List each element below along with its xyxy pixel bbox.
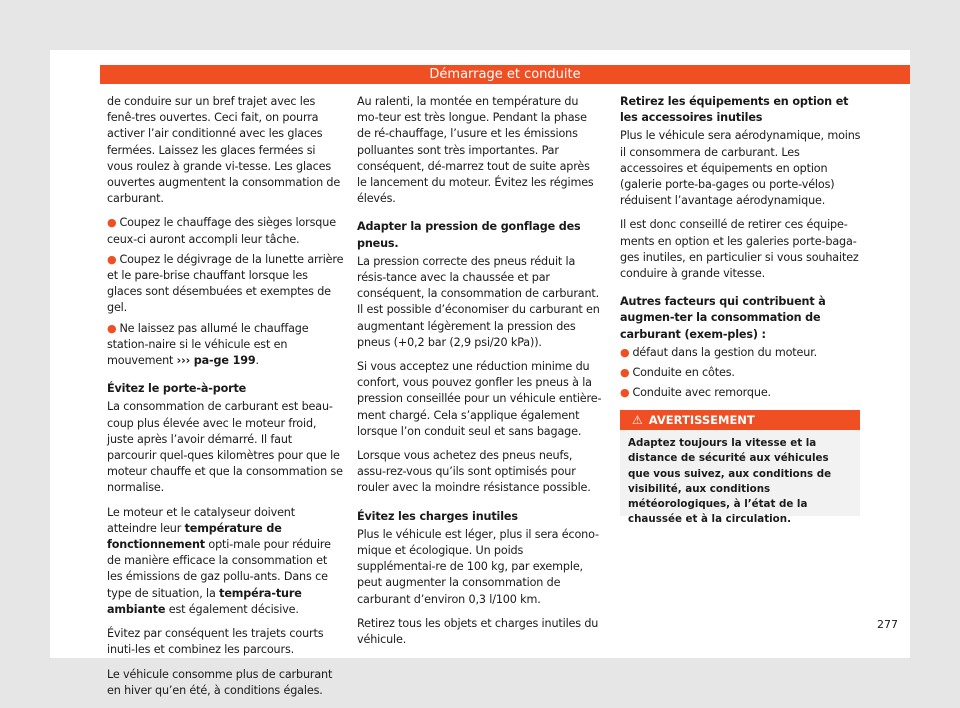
bullet-text: défaut dans la gestion du moteur. <box>632 345 818 359</box>
paragraph: Si vous acceptez une réduction minime du confort, vous pouvez gonfler les pneus à la pression conseillée pour un véhicule entière-ment chargé. Cela s’applique également lorsque l’on conduit seul et sans bagage. <box>357 360 602 438</box>
bullet-item <box>107 215 344 247</box>
bullet-text: Ne laissez pas allumé le chauffage station-naire si le véhicule est en mouvement <box>107 321 309 368</box>
bullet-text: Coupez le dégivrage de la lunette arrière et le pare-brise chauffant lorsque les glaces sont désembuées et exemptes de gel. <box>107 252 344 315</box>
section-heading: Retirez les équipements en option et les accessoires inutiles <box>620 95 849 125</box>
page-reference-link[interactable]: ››› pa-ge 199 <box>176 354 256 368</box>
paragraph: Le véhicule consomme plus de carburant en hiver qu’en été, à conditions égales. <box>107 667 333 697</box>
bullet-item: ● Ne laissez pas allumé le chauffage station-naire si le véhicule est en mouvement ››› pa-ge 199. <box>107 321 309 368</box>
bullet-text: Conduite en côtes. <box>632 366 735 380</box>
bold-term: tempéra-ture ambiante <box>107 586 302 616</box>
warning-title: AVERTISSEMENT <box>648 413 755 427</box>
section-heading: Autres facteurs qui contribuent à augmen-ter la consommation de carburant (exem-ples) : <box>620 295 826 341</box>
column-right <box>620 94 865 405</box>
paragraph: Plus le véhicule est léger, plus il sera écono-mique et écologique. Un poids supplémentai-re de 100 kg, par exemple, peut augmenter la consommation de carburant d’environ 0,3 l/100 km. <box>357 527 599 606</box>
paragraph: Il est donc conseillé de retirer ces équipe-ments en option et les galeries porte-baga-ges inutiles, en particulier si vous souhaitez conduire à grande vitesse. <box>620 218 859 281</box>
paragraph: Plus le véhicule sera aérodynamique, moins il consommera de carburant. Les accessoires et équipements en option (galerie porte-ba-gages ou porte-vélos) réduisent l’avantage aérodynamique. <box>620 129 861 208</box>
paragraph: La consommation de carburant est beau-coup plus élevée avec le moteur froid, juste après l’avoir démarré. Il faut parcourir quel-ques kilomètres pour que le moteur chauffe et que la consommation se normalise. <box>107 400 343 495</box>
bullet-dot-icon: ● <box>107 252 117 266</box>
section-heading: Évitez le porte-à-porte <box>107 382 247 396</box>
text: opti-male pour réduire de manière efficace la consommation et les émissions de gaz pollu-ants. Dans ce type de situation, la <box>107 538 331 600</box>
warning-header <box>620 410 860 430</box>
paragraph: La pression correcte des pneus réduit la résis-tance avec la chaussée et par conséquent, la consommation de carburant. Il est possible d’économiser du carburant en augmentant légèrement la pression des pneus (+0,2 bar (2,9 psi/20 kPa)). <box>357 254 600 349</box>
manual-page <box>50 50 910 697</box>
bullet-dot-icon: ● <box>107 321 117 335</box>
paragraph: Lorsque vous achetez des pneus neufs, assu-rez-vous qu’ils sont optimisés pour rouler avec la moindre résistance possible. <box>357 449 591 495</box>
section-header: Démarrage et conduite <box>100 65 910 84</box>
warning-box <box>620 410 860 526</box>
section-heading: Adapter la pression de gonflage des pneus. <box>357 220 581 250</box>
bullet-text: Conduite avec remorque. <box>632 386 771 400</box>
paragraph: Retirez tous les objets et charges inutiles du véhicule. <box>357 616 599 647</box>
paragraph <box>107 505 344 618</box>
warning-text: Adaptez toujours la vitesse et la distance de sécurité aux véhicules que vous suivez, aux conditions de visibilité, aux conditions météorologiques, à l’état de la chaussée et à la circulation. <box>628 437 832 526</box>
paragraph: Évitez par conséquent les trajets courts inuti-les et combinez les parcours. <box>107 627 324 657</box>
bullet-item <box>107 252 344 317</box>
column-left <box>107 94 344 707</box>
section-heading: Évitez les charges inutiles <box>357 509 518 523</box>
text: est également décisive. <box>168 602 299 616</box>
bold-term: température de fonctionnement <box>107 521 282 552</box>
text: Le moteur et le catalyseur doivent atteindre leur <box>107 505 295 535</box>
paragraph: Au ralenti, la montée en température du mo-teur est très longue. Pendant la phase de ré-chauffage, l’usure et les émissions polluantes sont très importantes. Par conséquent, dé-marrez tout de suite après le lancement du moteur. Évitez les régimes élevés. <box>357 95 594 206</box>
bullet-text: Coupez le chauffage des sièges lorsque ceux-ci auront accompli leur tâche. <box>107 216 336 246</box>
column-middle <box>357 94 602 656</box>
bullet-dot-icon: ● <box>107 216 117 230</box>
bullet-dot-icon: ● <box>620 345 630 359</box>
bullet-dot-icon: ● <box>620 386 630 400</box>
paragraph: de conduire sur un bref trajet avec les fenê-tres ouvertes. Ceci fait, on pourra activer l’air conditionné avec les glaces fermées. Laissez les glaces fermées si vous roulez à grande vi-tesse. Les glaces ouvertes augmentent la consommation de carburant. <box>107 95 341 206</box>
page-number: 277 <box>877 618 898 631</box>
bullet-dot-icon: ● <box>620 366 630 380</box>
bullet-item <box>620 365 865 381</box>
warning-triangle-icon: ⚠ <box>632 413 643 427</box>
bullet-item <box>620 345 865 361</box>
bullet-item <box>620 385 865 401</box>
